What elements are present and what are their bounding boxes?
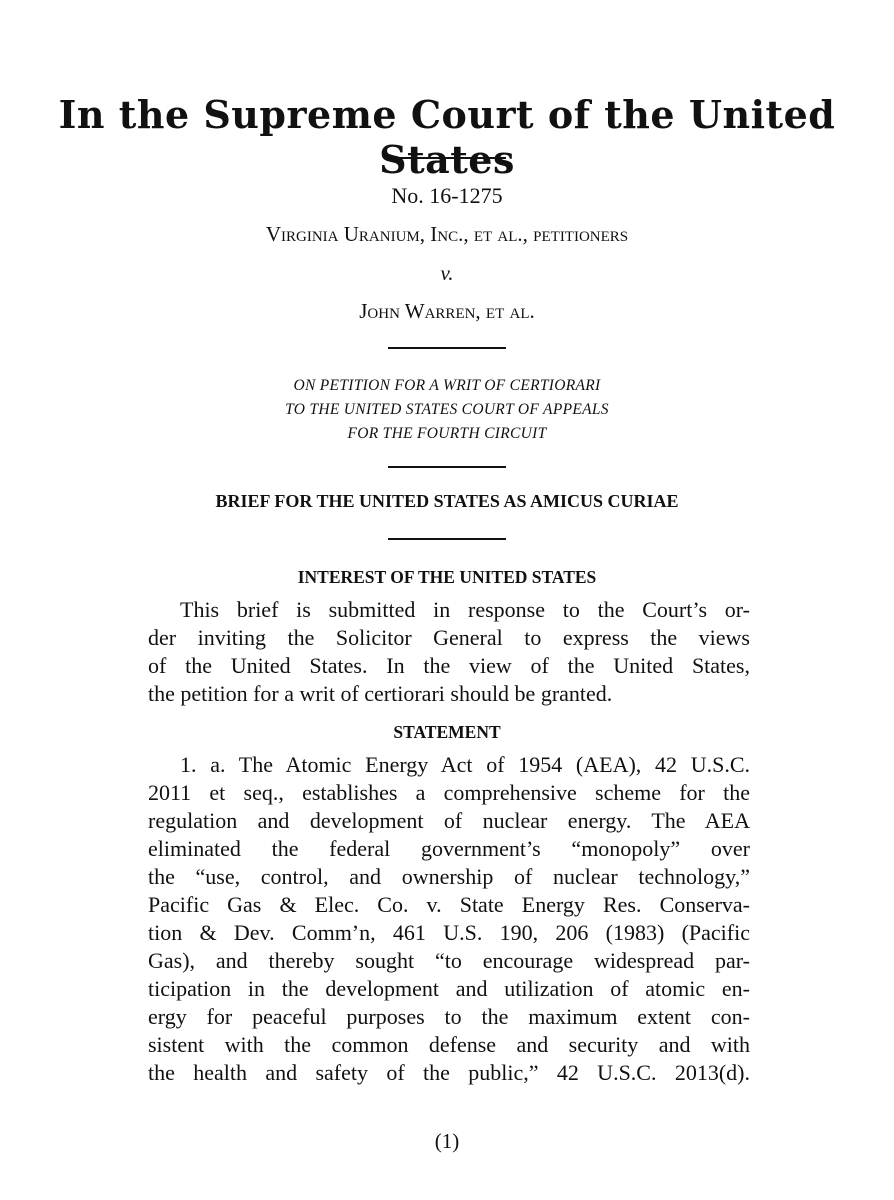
divider-rule (388, 347, 506, 349)
cert-line: TO THE UNITED STATES COURT OF APPEALS (285, 401, 609, 418)
cert-line: ON PETITION FOR A WRIT OF CERTIORARI (293, 377, 601, 394)
paragraph-line: sistent with the common defense and security and with (148, 1032, 750, 1057)
brief-title: BRIEF FOR THE UNITED STATES AS AMICUS CURIAE (215, 491, 679, 511)
paragraph-line: ergy for peaceful purposes to the maximum extent con- (148, 1004, 750, 1029)
court-title: In the Supreme Court of the United States (58, 92, 836, 182)
paragraph-line: der inviting the Solicitor General to express the views (148, 625, 750, 650)
paragraph-line: 2011 et seq., establishes a comprehensive scheme for the (148, 780, 750, 805)
paragraph-line: the health and safety of the public,” 42 U.S.C. 2013(d). (148, 1060, 750, 1085)
respondents-line: John Warren, et al. (359, 299, 535, 323)
divider-rule (388, 157, 506, 159)
interest-paragraph (148, 596, 750, 708)
paragraph-line: the petition for a writ of certiorari should be granted. (148, 681, 613, 706)
paragraph-line: eliminated the federal government’s “monopoly” over (148, 836, 750, 861)
paragraph-line: tion & Dev. Comm’n, 461 U.S. 190, 206 (1983) (Pacific (148, 920, 750, 945)
paragraph-line: the “use, control, and ownership of nuclear technology,” (148, 864, 750, 889)
versus-label: v. (440, 261, 454, 285)
paragraph-line: This brief is submitted in response to the Court’s or- (180, 597, 750, 622)
paragraph-line: ticipation in the development and utilization of atomic en- (148, 976, 750, 1001)
paragraph-line: Gas), and thereby sought “to encourage widespread par- (148, 948, 750, 973)
divider-rule (388, 538, 506, 540)
paragraph-line: 1. a. The Atomic Energy Act of 1954 (AEA), 42 U.S.C. (180, 752, 750, 777)
section-heading-interest: INTEREST OF THE UNITED STATES (297, 567, 597, 587)
page-number: (1) (434, 1129, 460, 1153)
section-heading-statement: STATEMENT (393, 722, 501, 742)
petitioners-line: Virginia Uranium, Inc., et al., petitioners (265, 222, 629, 246)
docket-number: No. 16-1275 (391, 183, 503, 208)
paragraph-line: of the United States. In the view of the United States, (148, 653, 750, 678)
divider-rule (388, 466, 506, 468)
paragraph-line: regulation and development of nuclear energy. The AEA (148, 808, 750, 833)
statement-paragraph (148, 751, 750, 1087)
cert-line: FOR THE FOURTH CIRCUIT (347, 425, 547, 442)
paragraph-line: Pacific Gas & Elec. Co. v. State Energy Res. Conserva- (148, 892, 750, 917)
